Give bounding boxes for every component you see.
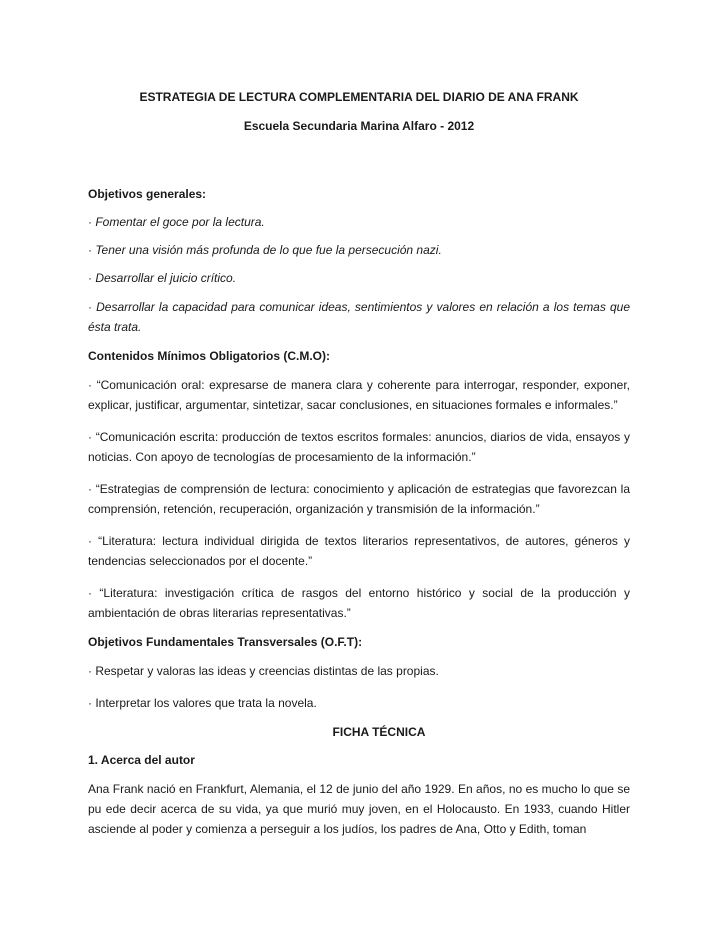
acerca-autor-text: Ana Frank nació en Frankfurt, Alemania, el 12 de junio del año 1929. En años, no es mucho lo que se pu ede decir acerca de su vida, ya que murió muy joven, en el Holocausto. En 1933, cuando Hitler asciende al poder y comienza a perseguir a los judíos, los padres de Ana, Otto y Edith, toman [88,782,630,836]
document-title: ESTRATEGIA DE LECTURA COMPLEMENTARIA DEL DIARIO DE ANA FRANK [139,90,579,104]
acerca-autor-heading: 1. Acerca del autor [88,753,195,767]
oft-item: · Respetar y valoras las ideas y creencias distintas de las propias. [88,664,439,678]
objetivos-generales-heading: Objetivos generales: [88,187,207,201]
contenidos-heading: Contenidos Mínimos Obligatorios (C.M.O): [88,349,330,363]
contenido-item: · “Comunicación oral: expresarse de manera clara y coherente para interrogar, responder, exponer, explicar, justificar, argumentar, sintetizar, sacar conclusiones, en situaciones formales e informales.” [88,378,630,412]
contenido-item: · “Literatura: lectura individual dirigida de textos literarios representativos, de autores, géneros y tendencias seleccionados por el docente.” [88,534,630,568]
ficha-tecnica-heading: FICHA TÉCNICA [332,725,426,739]
contenido-item: · “Literatura: investigación crítica de rasgos del entorno histórico y social de la producción y ambientación de obras literarias representativas.” [88,586,630,620]
contenido-item: · “Estrategias de comprensión de lectura: conocimiento y aplicación de estrategias que favorezcan la comprensión, retención, recuperación, organización y transmisión de la información.” [88,482,630,516]
objetivo-item: · Desarrollar la capacidad para comunicar ideas, sentimientos y valores en relación a los temas que ésta trata. [88,300,630,334]
oft-item: · Interpretar los valores que trata la novela. [88,696,317,710]
contenido-item: · “Comunicación escrita: producción de textos escritos formales: anuncios, diarios de vida, ensayos y noticias. Con apoyo de tecnologías de procesamiento de la información.” [88,430,630,464]
objetivo-item: · Desarrollar el juicio crítico. [88,271,237,285]
objetivo-item: · Tener una visión más profunda de lo que fue la persecución nazi. [88,243,442,257]
objetivo-item: · Fomentar el goce por la lectura. [88,215,265,229]
oft-heading: Objetivos Fundamentales Transversales (O.F.T): [88,635,363,649]
document-page [88,0,630,839]
document-subtitle: Escuela Secundaria Marina Alfaro - 2012 [243,119,475,133]
